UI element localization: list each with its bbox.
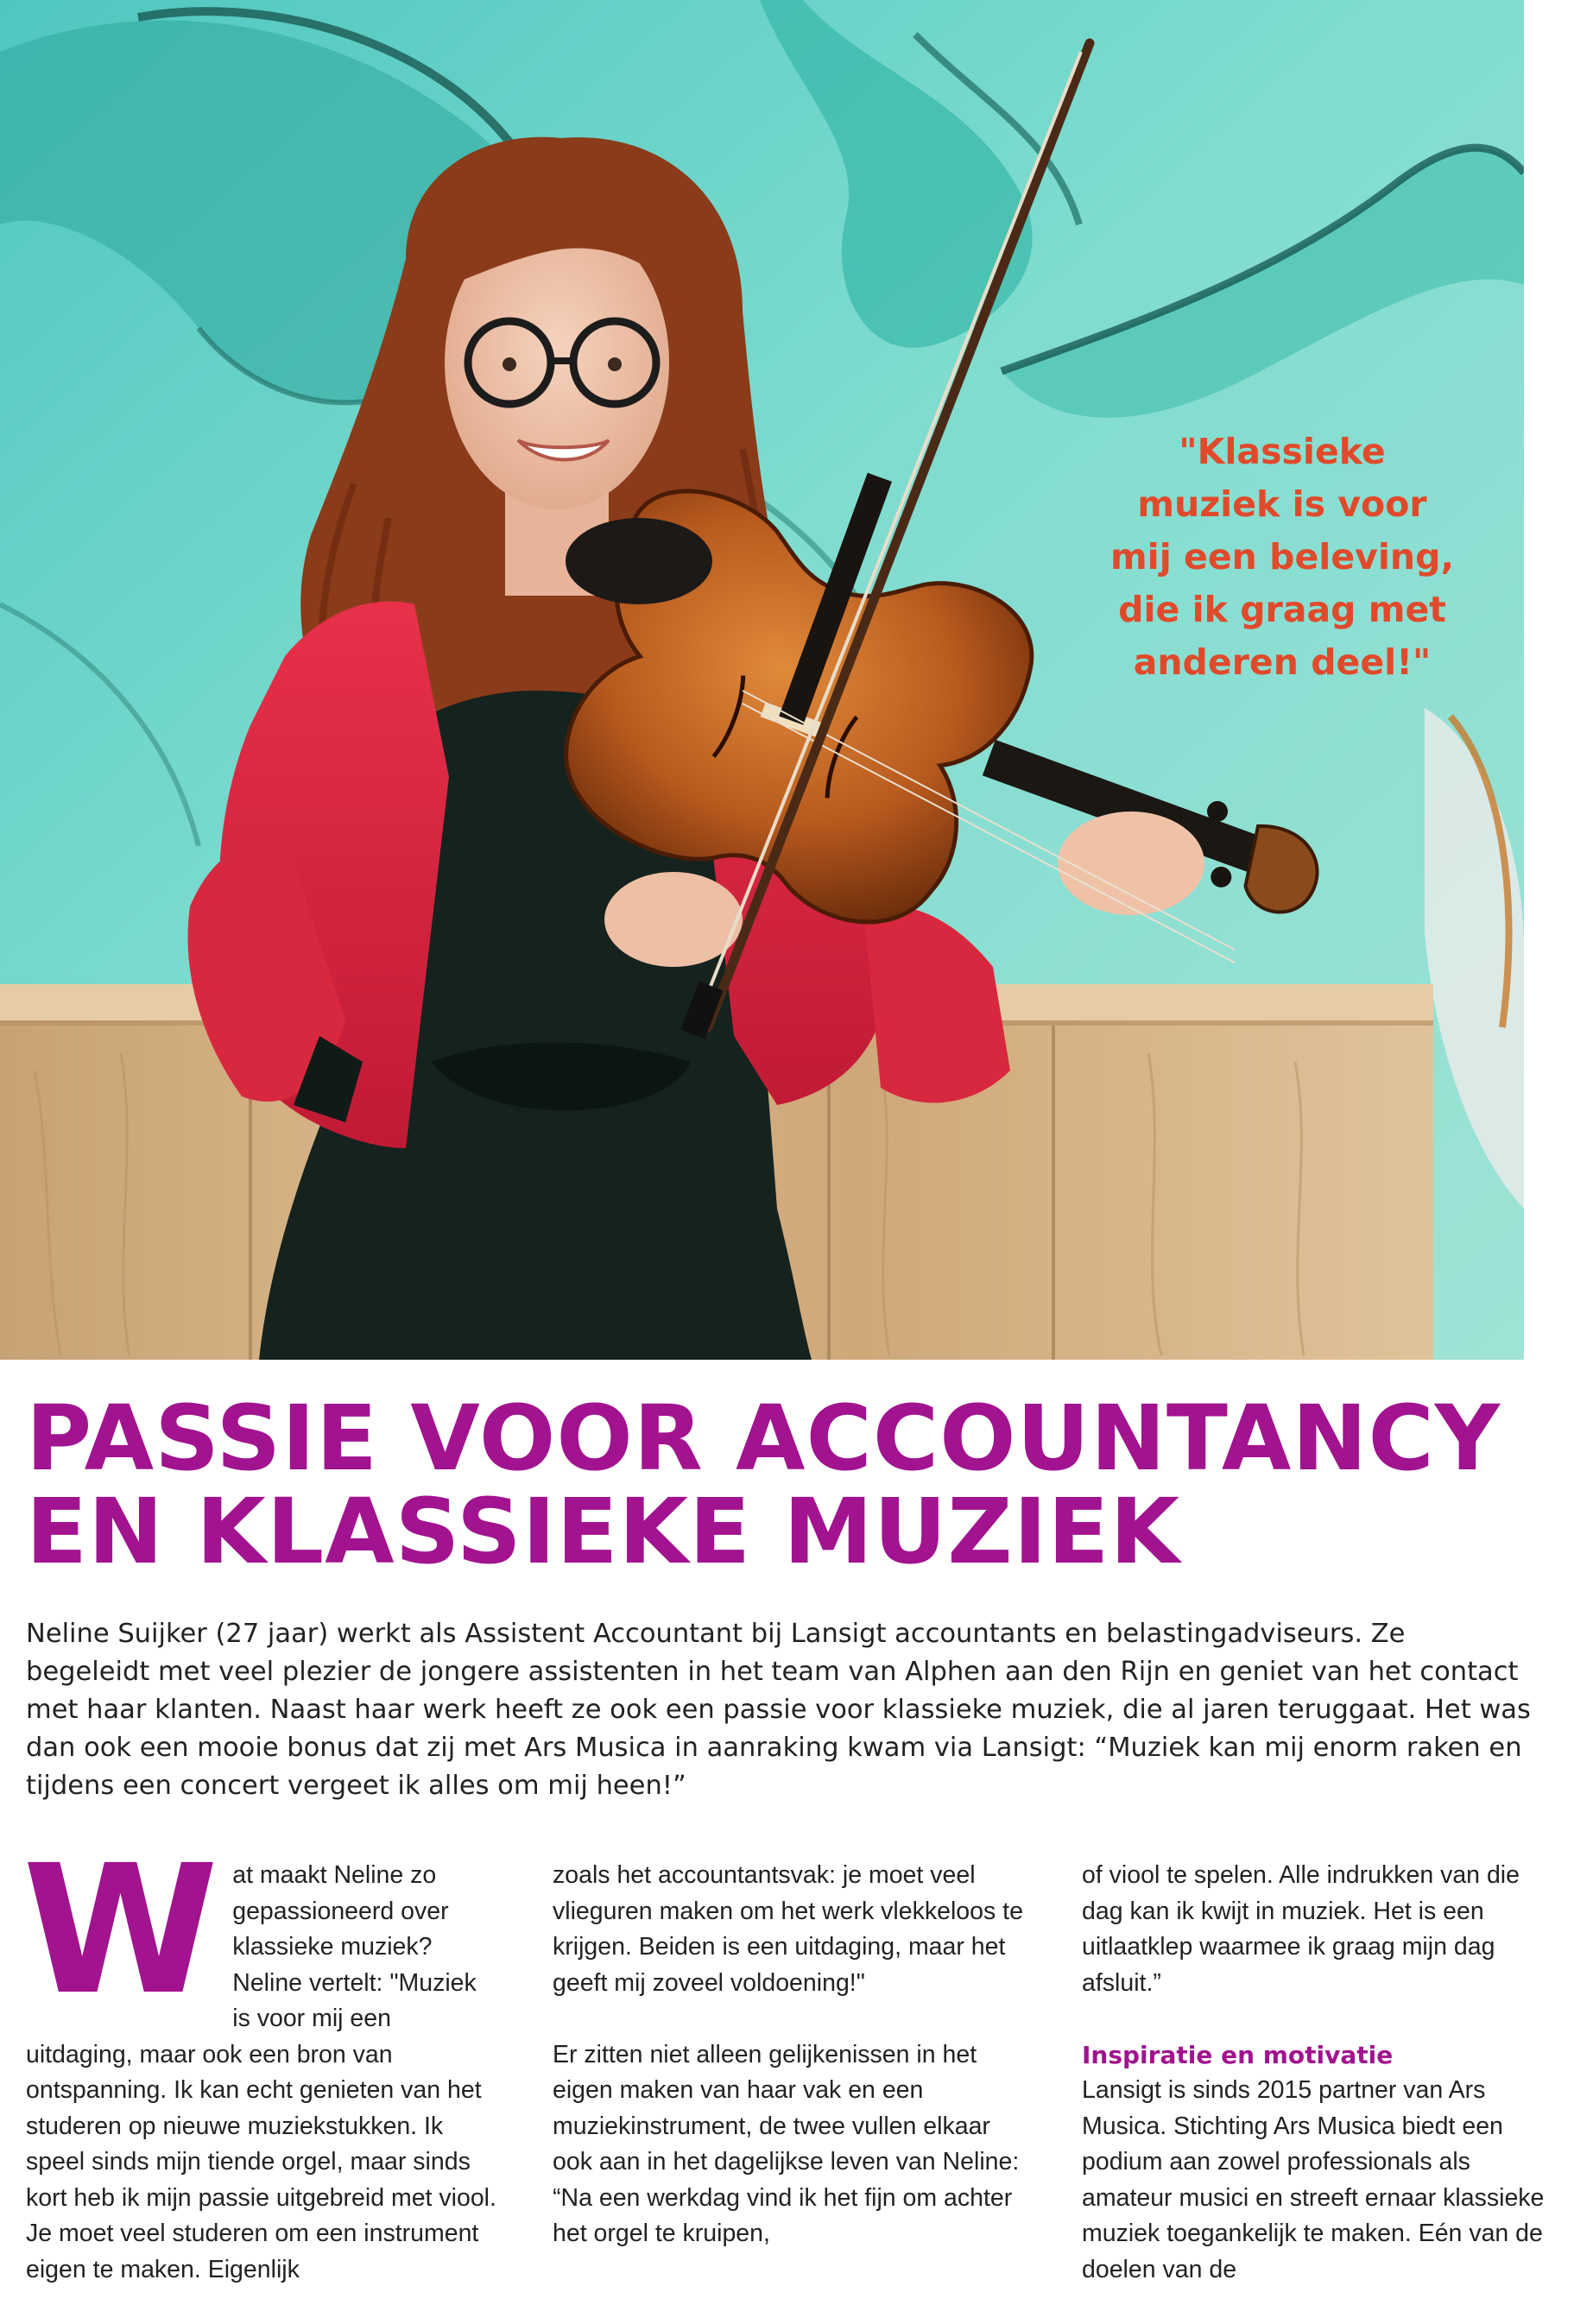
section-subheading: Inspiratie en motivatie: [1082, 2040, 1394, 2069]
column-3-paragraph-2: Lansigt is sinds 2015 partner van Ars Musica. Stichting Ars Musica biedt een podium aan zowel professionals als amateur musici en streeft ernaar klassieke muziek toegankelijk te maken. Eén van de doelen van de: [1082, 2076, 1545, 2283]
pull-quote: "Klassieke muziek is voor mij een beleving, die ik graag met anderen deel!": [1109, 431, 1455, 683]
column-2-paragraph-2: Er zitten niet alleen gelijkenissen in het eigen maken van haar vak en een muziekinstrument, de twee vullen elkaar ook aan in het dagelijkse leven van Neline: “Na een werkdag vind ik het fijn om achter het orgel te kruipen,: [553, 2040, 1020, 2247]
article-headline: [26, 1386, 1563, 1584]
body-column-2: [553, 1858, 1027, 2288]
column-1-paragraph: [22, 1827, 499, 2288]
intro-paragraph: Neline Suijker (27 jaar) werkt als Assistent Accountant bij Lansigt accountants en belastingadviseurs. Ze begeleidt met veel plezier de jongere assistenten in het team van Alphen aan den Rijn en geniet van het contact met haar klanten. Naast haar werk heeft ze ook een passie voor klassieke muziek, die al jaren teruggaat. Het was dan ook een mooie bonus dat zij met Ars Musica in aanraking kwam via Lansigt: “Muziek kan mij enorm raken en tijdens een concert vergeet ik alles om mij heen!”: [26, 1619, 1531, 1801]
column-2-paragraph-1: zoals het accountantsvak: je moet veel vlieguren maken om het werk vlekkeloos te krijgen. Beiden is een uitdaging, maar het geeft mij zoveel voldoening!": [553, 1861, 1023, 1997]
headline-line-2: EN KLASSIEKE MUZIEK: [26, 1479, 1181, 1584]
body-column-3: [1082, 1858, 1552, 2324]
drop-cap: W: [22, 1827, 219, 2034]
column-1-text: at maakt Neline zo gepassioneerd over klassieke muziek? Neline vertelt: "Muziek is voor mij een uitdaging, maar ook een bron van ontspanning. Ik kan echt genieten van het studeren op nieuwe muziekstukken. Ik speel sinds mijn tiende orgel, maar sinds kort heb ik mijn passie uitgebreid met viool. Je moet veel studeren om een instrument eigen te maken. Eigenlijk: [26, 1861, 496, 2283]
body-column-1: [22, 1827, 499, 2324]
column-3-paragraph-1: of viool te spelen. Alle indrukken van die dag kan ik kwijt in muziek. Het is een uitlaatklep waarmee ik graag mijn dag afsluit.”: [1082, 1861, 1520, 1997]
headline-line-1: PASSIE VOOR ACCOUNTANCY: [26, 1386, 1501, 1491]
